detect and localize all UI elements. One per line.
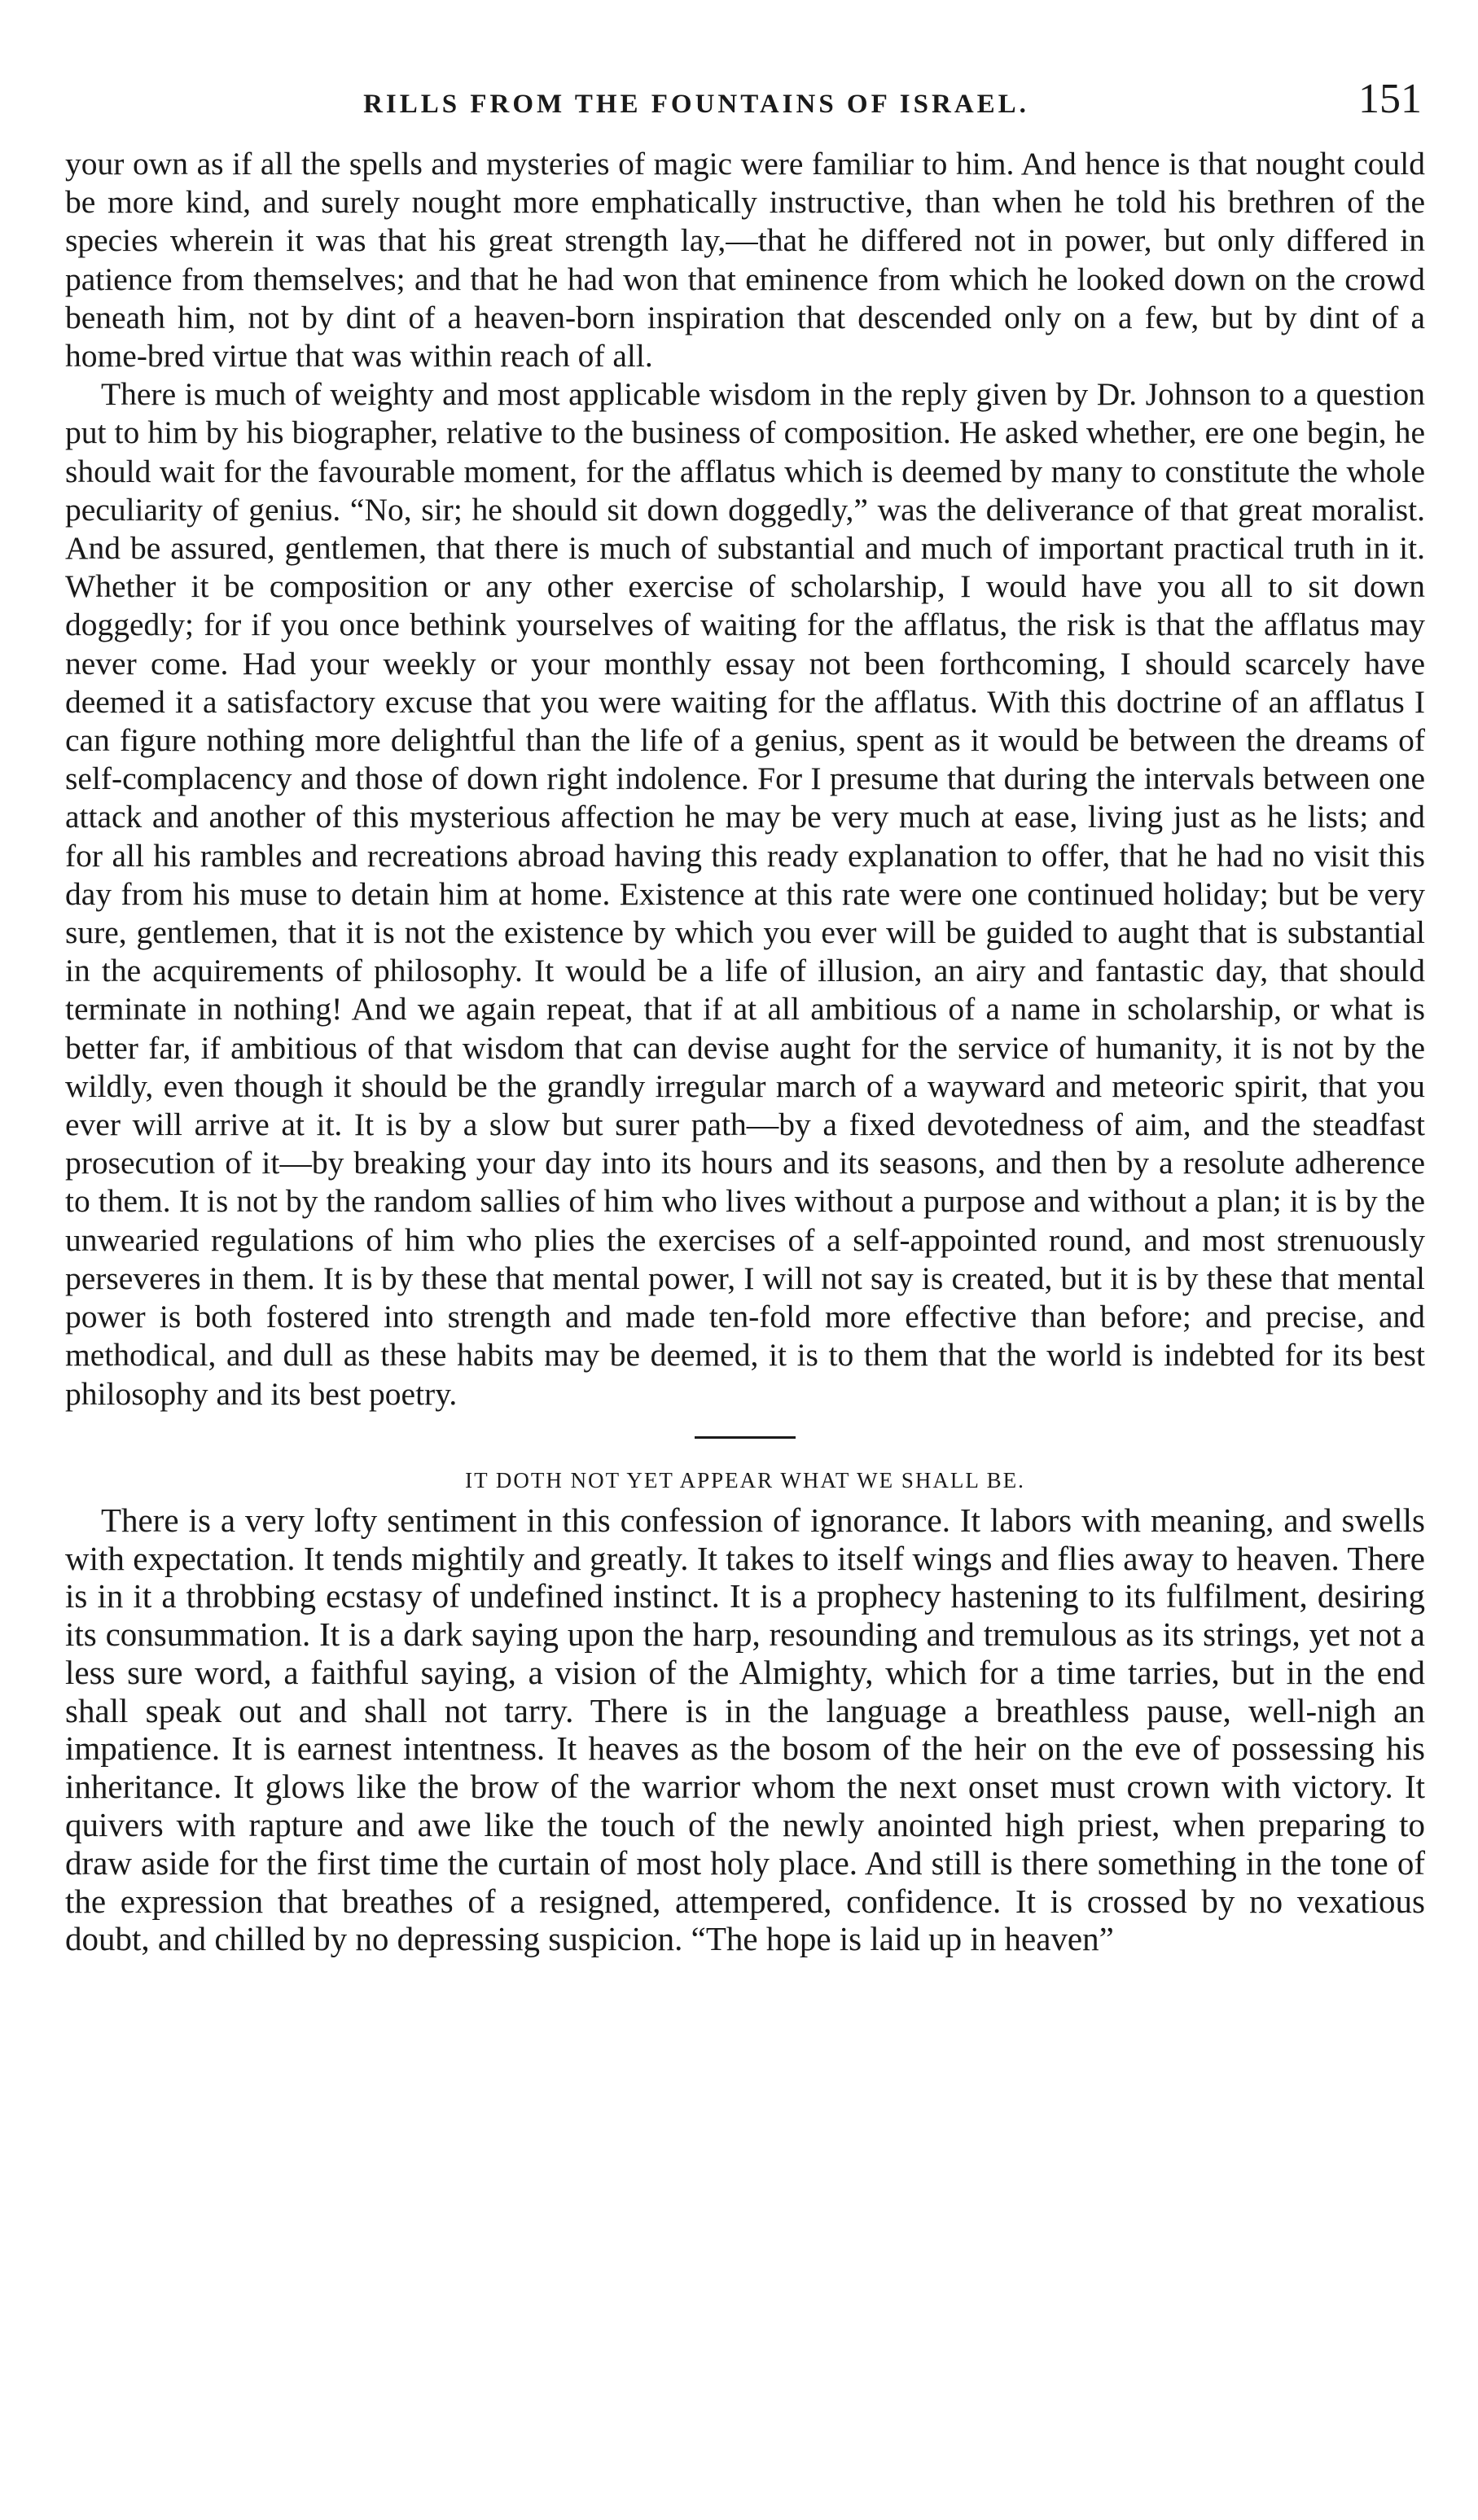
page-number: 151	[1358, 76, 1422, 122]
section-heading: IT DOTH NOT YET APPEAR WHAT WE SHALL BE.	[465, 1467, 1025, 1492]
paragraph-johnson: There is much of weighty and most applicable wisdom in the reply given by Dr. Johnson to a question put to him by his biographer, relative to the business of composition. He asked whether, ere one begin, he should wait for the favourable moment, for the afflatus which is deemed by many to constitute the whole peculiarity of genius. “No, sir; he should sit down doggedly,” was the deliverance of that great moralist. And be assured, gentlemen, that there is much of substantial and much of important practical truth in it. Whether it be composition or any other exercise of scholarship, I would have you all to sit down doggedly; for if you once bethink yourselves of waiting for the afflatus, the risk is that the afflatus may never come. Had your weekly or your monthly essay not been forthcoming, I should scarcely have deemed it a satisfactory excuse that you were waiting for the afflatus. With this doctrine of an afflatus I can figure nothing more delightful than the life of a genius, spent as it would be between the dreams of self-complacency and those of down right indolence. For I presume that during the intervals between one attack and another of this mysterious affection he may be very much at ease, living just as he lists; and for all his rambles and recreations abroad having this ready explanation to offer, that he had no visit this day from his muse to detain him at home. Existence at this rate were one continued holiday; but be very sure, gentlemen, that it is not the existence by which you ever will be guided to aught that is substantial in the acquirements of philosophy. It would be a life of illusion, an airy and fantastic day, that should terminate in nothing! And we again repeat, that if at all ambitious of a name in scholarship, or what is better far, if ambitious of that wisdom that can devise aught for the service of humanity, it is not by the wildly, even though it should be the grandly irregular march of a wayward and meteoric spirit, that you ever will arrive at it. It is by a slow but surer path—by a fixed devotedness of aim, and the steadfast prosecution of it—by breaking your day into its hours and its seasons, and then by a resolute adherence to them. It is not by the random sallies of him who lives without a purpose and without a plan; it is by the unwearied regulations of him who plies the exercises of a self-appointed round, and most strenuously perseveres in them. It is by these that mental power, I will not say is created, but it is by these that mental power is both fostered into strength and made ten-fold more effective than before; and precise, and methodical, and dull as these habits may be deemed, it is to them that the world is indebted for its best philosophy and its best poetry.	[65, 376, 1425, 1412]
running-header	[65, 70, 1425, 135]
running-title: RILLS FROM THE FOUNTAINS OF ISRAEL.	[363, 90, 1029, 119]
book-page	[65, 70, 1425, 1958]
section-paragraph: There is a very lofty sentiment in this confession of ignorance. It labors with meaning, and swells with expectation. It tends mightily and greatly. It takes to itself wings and flies away to heaven. There is in it a throbbing ecstasy of undefined instinct. It is a prophecy hastening to its fulfilment, desiring its consummation. It is a dark saying upon the harp, resounding and tremulous as its strings, yet not a less sure word, a faithful saying, a vision of the Almighty, which for a time tarries, but in the end shall speak out and shall not tarry. There is in the language a breathless pause, well-nigh an impatience. It is earnest intentness. It heaves as the bosom of the heir on the eve of possessing his inheritance. It glows like the brow of the warrior whom the next onset must crown with victory. It quivers with rapture and awe like the touch of the newly anointed high priest, when preparing to draw aside for the first time the curtain of most holy place. And still is there something in the tone of the expression that breathes of a resigned, attempered, confidence. It is crossed by no vexatious doubt, and chilled by no depressing suspicion. “The hope is laid up in heaven”	[65, 1501, 1425, 1958]
paragraph-continuation: your own as if all the spells and mysteries of magic were familiar to him. And hence is that nought could be more kind, and surely nought more emphatically instructive, than when he told his brethren of the species wherein it was that his great strength lay,—that he differed not in power, but only differed in patience from themselves; and that he had won that eminence from which he looked down on the crowd beneath him, not by dint of a heaven-born inspiration that descended only on a few, but by dint of a home-bred virtue that was within reach of all.	[65, 146, 1425, 375]
section-divider	[695, 1436, 796, 1439]
